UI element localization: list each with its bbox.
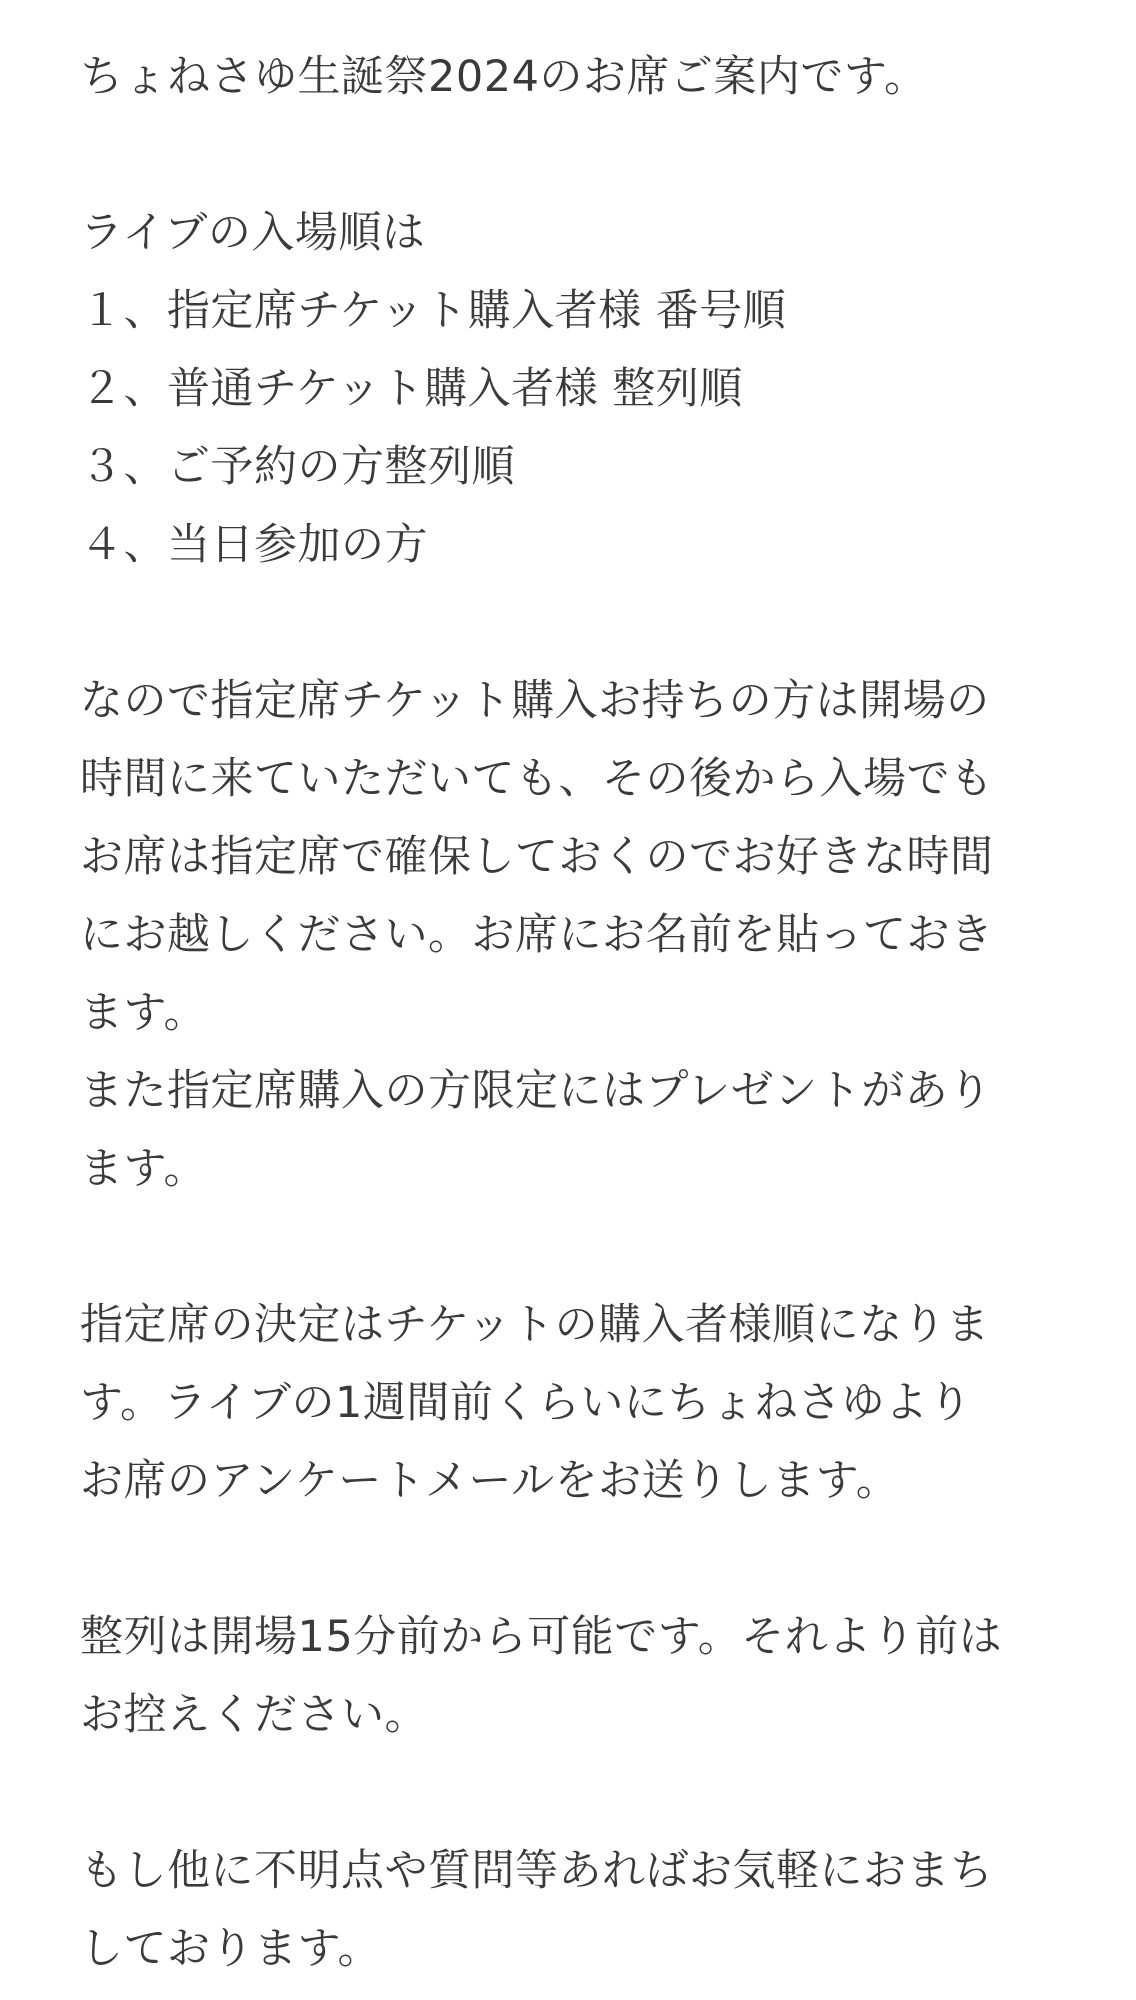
announcement-document [80,38,1100,1988]
entry-order-item: ３、ご予約の方整列順 [80,442,515,492]
entry-order-heading: ライブの入場順は [80,208,426,258]
spacer [80,1754,1100,1832]
reserved-info-line: ます。 [80,1144,208,1194]
intro-text: ちょねさゆ生誕祭2024のお席ご案内です。 [80,52,928,102]
seat-decision-line: 指定席の決定はチケットの購入者様順になりま [80,1300,990,1350]
spacer [80,1208,1100,1286]
closing-line: もし他に不明点や質問等あればお気軽におまち [80,1846,994,1896]
entry-order-item: １、指定席チケット購入者様 番号順 [80,286,787,336]
entry-order-item: ４、当日参加の方 [80,520,428,570]
spacer [80,1520,1100,1598]
spacer [80,584,1100,662]
spacer [80,116,1100,194]
entry-order-item: ２、普通チケット購入者様 整列順 [80,364,743,414]
closing-line: しております。 [80,1924,382,1974]
queue-line: お控えください。 [80,1690,428,1740]
reserved-info-line: 時間に来ていただいても、その後から入場でも [80,754,994,804]
reserved-info-line: なので指定席チケット購入お持ちの方は開場の [80,676,990,726]
seat-decision-line: お席のアンケートメールをお送りします。 [80,1456,900,1506]
reserved-info-line: にお越しください。お席にお名前を貼っておき [80,910,994,960]
reserved-info-line: ます。 [80,988,208,1038]
reserved-info-line: お席は指定席で確保しておくのでお好きな時間 [80,832,994,882]
reserved-info-line: また指定席購入の方限定にはプレゼントがあり [80,1066,992,1116]
queue-line: 整列は開場15分前から可能です。それより前は [80,1612,1003,1662]
seat-decision-line: す。ライブの1週間前くらいにちょねさゆより [80,1378,972,1428]
